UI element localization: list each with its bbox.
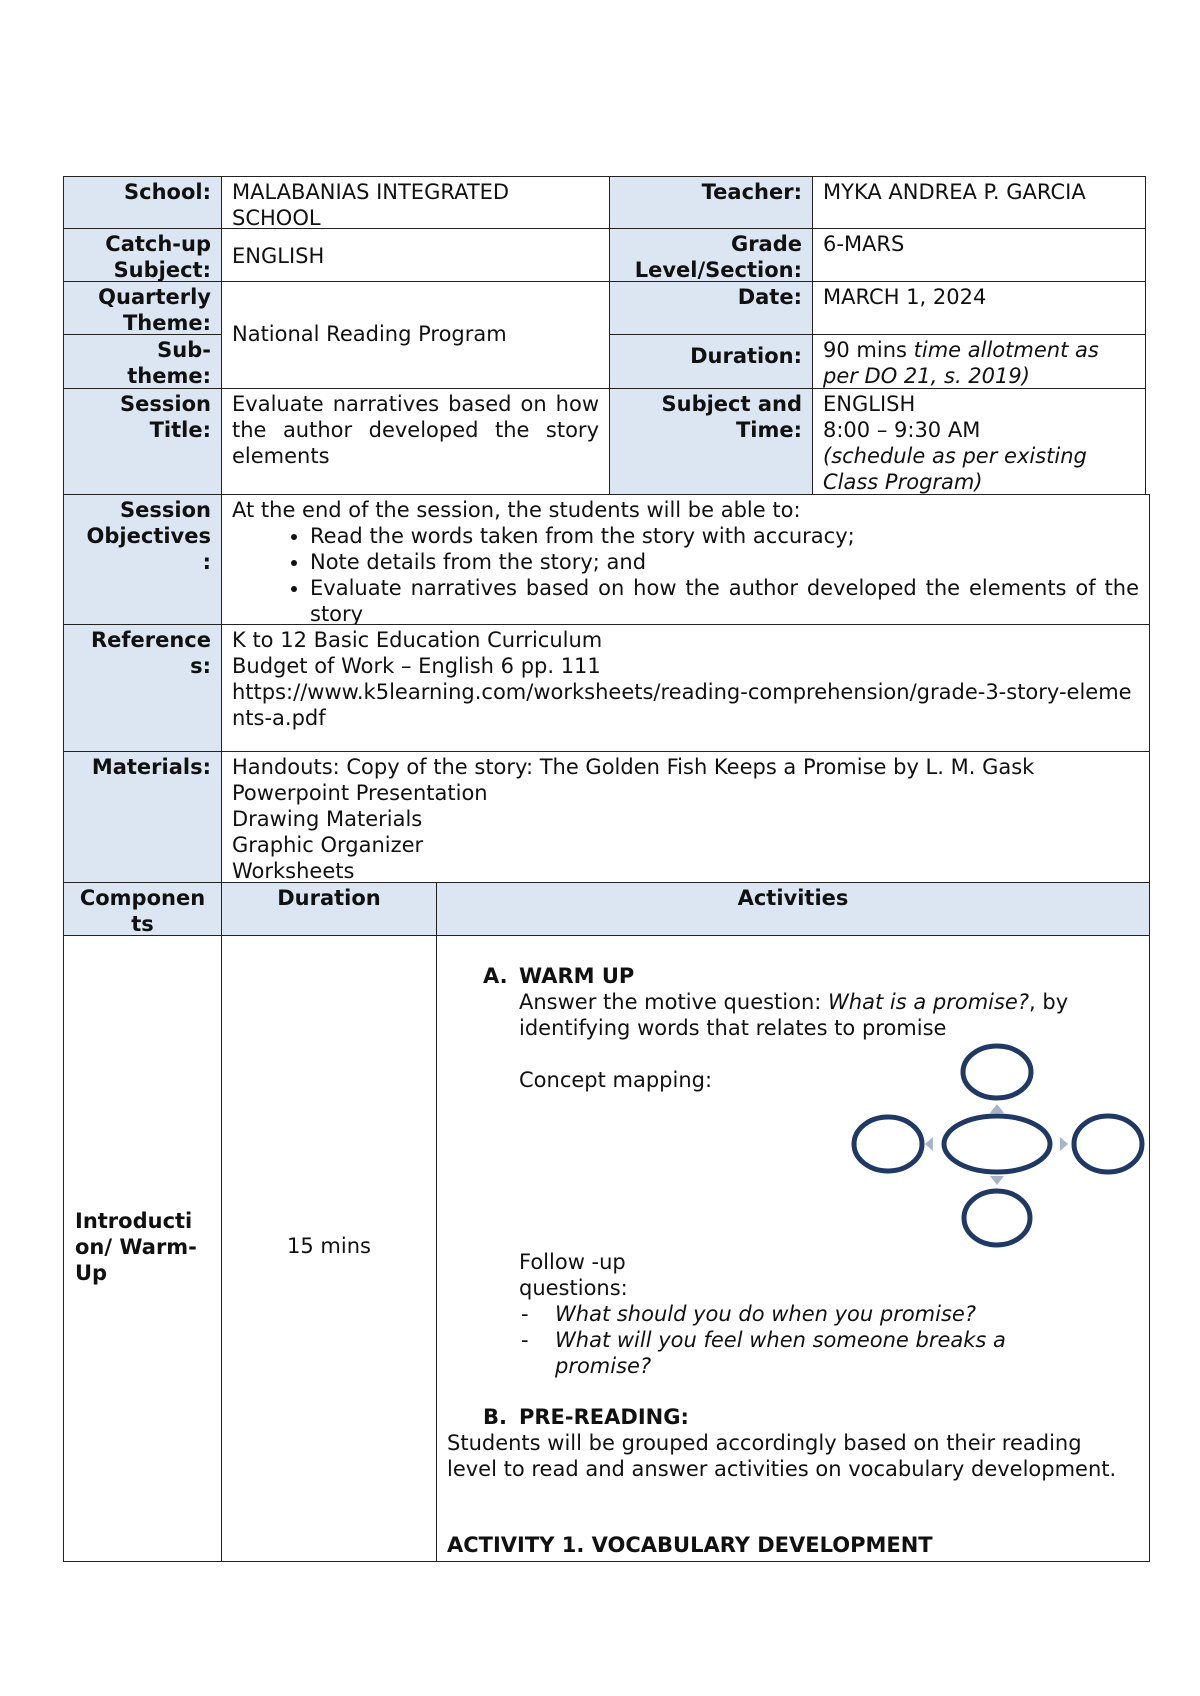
intro-activities bbox=[436, 935, 1150, 1562]
subject-time-value: ENGLISH 8:00 – 9:30 AM (schedule as per existing Class Program) bbox=[812, 388, 1146, 495]
followup-section bbox=[519, 1249, 1139, 1379]
school-value: MALABANIAS INTEGRATED SCHOOL bbox=[221, 176, 610, 229]
activity1-title: ACTIVITY 1. VOCABULARY DEVELOPMENT bbox=[447, 1533, 933, 1557]
concept-map-top-node bbox=[963, 1046, 1031, 1098]
arrow-right-icon bbox=[1060, 1137, 1068, 1151]
material-item: Handouts: Copy of the story: The Golden Fish Keeps a Promise by L. M. Gask bbox=[232, 755, 1035, 779]
materials-label: Materials: bbox=[63, 751, 222, 883]
concept-map-left-node bbox=[854, 1117, 922, 1171]
references-content bbox=[221, 624, 1150, 752]
objective-item: • Evaluate narratives based on how the author developed the elements of the story bbox=[310, 575, 1139, 625]
warmup-heading: A. WARM UP bbox=[483, 964, 635, 988]
duration-value: 90 mins time allotment as per DO 21, s. 2019) bbox=[812, 334, 1146, 389]
school-label: School: bbox=[63, 176, 222, 229]
catchup-subject-label: Catch-up Subject: bbox=[63, 228, 222, 282]
sub-theme-label: Sub-theme: bbox=[63, 334, 222, 389]
reference-item: Budget of Work – English 6 pp. 111 bbox=[232, 654, 601, 678]
followup-item: - What will you feel when someone breaks a promise? bbox=[521, 1328, 1006, 1378]
motive-question: Answer the motive question: What is a promise?, by identifying words that relates to promise bbox=[519, 990, 1069, 1040]
material-item: Drawing Materials bbox=[232, 807, 423, 831]
intro-component: Introducti on/ Warm-Up bbox=[63, 935, 222, 1562]
objectives-list bbox=[232, 523, 1139, 625]
subject-time-label: Subject and Time: bbox=[609, 388, 813, 495]
components-header: Componen ts bbox=[63, 882, 222, 936]
concept-map-right-node bbox=[1074, 1116, 1142, 1172]
objectives-intro: At the end of the session, the students will be able to: bbox=[232, 498, 801, 522]
teacher-value: MYKA ANDREA P. GARCIA bbox=[812, 176, 1146, 229]
references-label: Reference s: bbox=[63, 624, 222, 752]
objective-item: • Note details from the story; and bbox=[310, 549, 1139, 575]
date-value: MARCH 1, 2024 bbox=[812, 281, 1146, 335]
arrow-up-icon bbox=[990, 1104, 1004, 1113]
materials-content bbox=[221, 751, 1150, 883]
session-title-value: Evaluate narratives based on how the author developed the story elements bbox=[221, 388, 610, 495]
grade-level-value: 6-MARS bbox=[812, 228, 1146, 282]
concept-mapping-label: Concept mapping: bbox=[519, 1068, 713, 1092]
concept-map-diagram bbox=[851, 1040, 1147, 1256]
material-item: Powerpoint Presentation bbox=[232, 781, 488, 805]
concept-map-center-node bbox=[944, 1116, 1050, 1172]
material-item: Graphic Organizer bbox=[232, 833, 424, 857]
session-title-label: Session Title: bbox=[63, 388, 222, 495]
objectives-label: Session Objectives : bbox=[63, 494, 222, 625]
date-label: Date: bbox=[609, 281, 813, 335]
intro-duration: 15 mins bbox=[221, 935, 437, 1562]
concept-map-bottom-node bbox=[964, 1191, 1030, 1245]
material-item: Worksheets bbox=[232, 859, 355, 883]
followup-item: - What should you do when you promise? bbox=[521, 1302, 976, 1326]
reference-link[interactable]: https://www.k5learning.com/worksheets/reading-comprehension/grade-3-story-elements-a.pdf bbox=[232, 680, 1132, 730]
catchup-subject-value: ENGLISH bbox=[221, 228, 610, 282]
quarterly-theme-label: Quarterly Theme: bbox=[63, 281, 222, 335]
objective-item: • Read the words taken from the story with accuracy; bbox=[310, 523, 1139, 549]
prereading-heading: B. PRE-READING: bbox=[483, 1405, 689, 1429]
objectives-content bbox=[221, 494, 1150, 625]
theme-value: National Reading Program bbox=[221, 281, 610, 389]
duration-header: Duration bbox=[221, 882, 437, 936]
arrow-left-icon bbox=[925, 1137, 933, 1151]
prereading-text: Students will be grouped accordingly based on their reading level to read and answer activities on vocabulary development. bbox=[447, 1431, 1117, 1481]
duration-label: Duration: bbox=[609, 334, 813, 389]
arrow-down-icon bbox=[990, 1176, 1004, 1185]
teacher-label: Teacher: bbox=[609, 176, 813, 229]
activities-header: Activities bbox=[436, 882, 1150, 936]
reference-item: K to 12 Basic Education Curriculum bbox=[232, 628, 603, 652]
grade-level-label: Grade Level/Section: bbox=[609, 228, 813, 282]
followup-label: Follow -up questions: bbox=[519, 1250, 628, 1300]
